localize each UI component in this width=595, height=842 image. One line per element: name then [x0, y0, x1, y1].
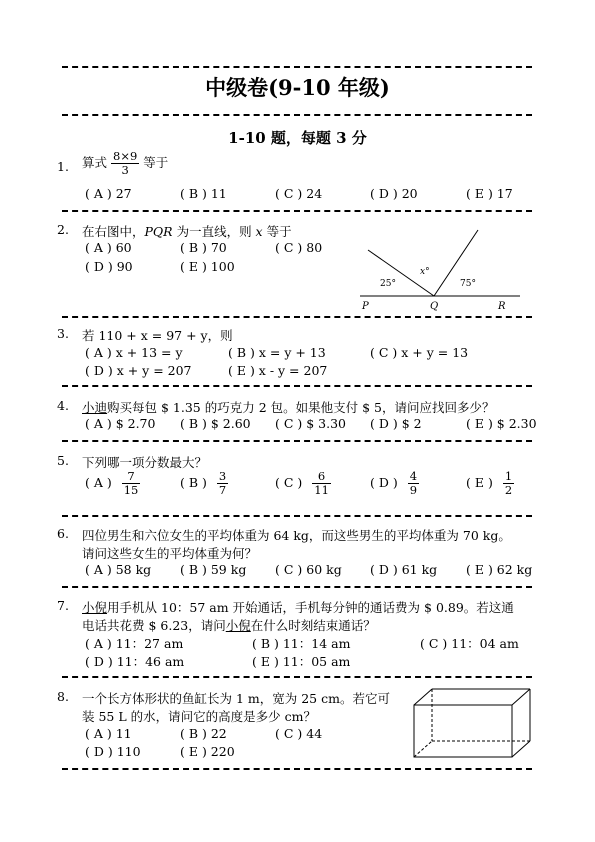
option-fraction [408, 470, 419, 497]
fraction-denominator: 15 [123, 483, 139, 498]
cuboid-edge [512, 741, 530, 757]
option-b[interactable]: ( B ) 11：14 am [252, 636, 351, 651]
stem-variable: x [255, 224, 263, 239]
option-d[interactable]: ( D ) 90 [85, 259, 133, 274]
option-label: ( E ) [466, 475, 493, 491]
fraction-denominator: 9 [409, 483, 418, 498]
option-e[interactable] [466, 470, 514, 497]
option-a[interactable]: ( A ) 27 [85, 186, 132, 201]
cuboid-edge [414, 689, 432, 705]
option-e[interactable]: ( E ) 100 [180, 259, 235, 274]
question-number: 6. [57, 526, 69, 541]
stem-text: 在右图中， [82, 224, 145, 239]
question-stem: 若 110 + x = 97 + y，则 [82, 328, 233, 343]
option-label: ( B ) [180, 475, 207, 491]
option-c[interactable]: ( C ) $ 3.30 [275, 416, 346, 431]
question-number: 8. [57, 689, 69, 704]
option-d[interactable]: ( D ) x + y = 207 [85, 363, 192, 378]
option-b[interactable]: ( B ) 59 kg [180, 562, 247, 577]
cuboid-hidden-edge [414, 741, 432, 757]
option-b[interactable]: ( B ) 11 [180, 186, 227, 201]
divider [62, 676, 532, 678]
option-b[interactable]: ( B ) $ 2.60 [180, 416, 251, 431]
option-fraction [217, 470, 228, 497]
option-d[interactable] [370, 470, 419, 497]
question-number: 4. [57, 398, 69, 413]
stem-text: 在什么时刻结束通话？ [250, 618, 376, 633]
question-stem-line1: 四位男生和六位女生的平均体重为 64 kg，而这些男生的平均体重为 70 kg。 [82, 528, 511, 543]
option-a[interactable]: ( A ) 11：27 am [85, 636, 184, 651]
stem-text: 等于 [143, 155, 169, 171]
option-e[interactable]: ( E ) $ 2.30 [466, 416, 537, 431]
option-d[interactable]: ( D ) 20 [370, 186, 418, 201]
question-number: 7. [57, 598, 69, 613]
stem-text: 为一直线，则 [172, 224, 256, 239]
option-d[interactable]: ( D ) 110 [85, 744, 141, 759]
option-c[interactable]: ( C ) 24 [275, 186, 323, 201]
fraction-numerator: 1 [504, 469, 513, 483]
option-c[interactable]: ( C ) 44 [275, 726, 323, 741]
point-p-label: P [362, 301, 369, 312]
option-b[interactable]: ( B ) x = y + 13 [228, 345, 326, 360]
stem-name: 小倪 [225, 618, 251, 633]
option-fraction [312, 470, 331, 497]
divider [62, 210, 532, 212]
stem-text: 用手机从 10：57 am 开始通话，手机每分钟的通话费为 $ 0.89。若这通 [107, 600, 514, 615]
option-a[interactable] [85, 470, 140, 497]
question-stem [82, 398, 494, 416]
angle-label-mid: x° [420, 267, 430, 277]
question-stem-line1 [82, 598, 514, 616]
question-stem-line2 [82, 616, 376, 634]
divider [62, 586, 532, 588]
divider [62, 515, 532, 517]
option-c[interactable]: ( C ) 80 [275, 240, 323, 255]
option-a[interactable]: ( A ) 58 kg [85, 562, 152, 577]
divider [62, 66, 532, 68]
cuboid-front-face [414, 705, 512, 757]
stem-name: 小倪 [82, 600, 108, 615]
fraction-denominator: 2 [504, 483, 513, 498]
option-fraction [503, 470, 514, 497]
option-c[interactable]: ( C ) x + y = 13 [370, 345, 469, 360]
fish-tank-cuboid [412, 686, 538, 762]
option-b[interactable]: ( B ) 70 [180, 240, 227, 255]
option-label: ( D ) [370, 475, 398, 491]
option-e[interactable]: ( E ) 17 [466, 186, 513, 201]
fraction-numerator: 8×9 [113, 149, 138, 163]
question-4 [57, 398, 537, 418]
stem-name: 小迪 [82, 400, 108, 415]
fraction-denominator: 3 [121, 163, 129, 178]
question-number: 5. [57, 453, 69, 468]
option-b[interactable] [180, 470, 228, 497]
question-3 [57, 326, 537, 346]
option-a[interactable]: ( A ) x + 13 = y [85, 345, 183, 360]
stem-text: 电话共花费 $ 6.23，请问 [82, 618, 226, 633]
question-number: 2. [57, 222, 69, 237]
option-label: ( C ) [275, 475, 303, 491]
point-q-label: Q [430, 301, 439, 312]
question-stem-line1: 一个长方体形状的鱼缸长为 1 m，宽为 25 cm。若它可 [82, 691, 390, 706]
question-stem: 下列哪一项分数最大？ [82, 455, 208, 470]
option-d[interactable]: ( D ) 61 kg [370, 562, 438, 577]
point-r-label: R [498, 301, 506, 312]
stem-text: 算式 [82, 155, 108, 171]
question-stem [82, 222, 292, 240]
option-c[interactable] [275, 470, 331, 497]
question-number: 1. [57, 159, 69, 174]
option-e[interactable]: ( E ) 220 [180, 744, 235, 759]
option-a[interactable]: ( A ) $ 2.70 [85, 416, 156, 431]
angle-label-left: 25° [380, 279, 396, 289]
section-subtitle: 1-10 题，每题 3 分 [228, 129, 367, 147]
divider [62, 114, 532, 116]
question-stem-line2: 装 55 L 的水，请问它的高度是多少 cm？ [82, 709, 316, 724]
angle-label-right: 75° [460, 279, 476, 289]
angle-figure [360, 228, 520, 312]
fraction-denominator: 11 [314, 483, 329, 498]
option-b[interactable]: ( B ) 22 [180, 726, 227, 741]
fraction-denominator: 7 [218, 483, 227, 498]
stem-fraction [111, 150, 139, 177]
option-c[interactable]: ( C ) 60 kg [275, 562, 342, 577]
question-number: 3. [57, 326, 69, 341]
option-e[interactable]: ( E ) x - y = 207 [228, 363, 328, 378]
fraction-numerator: 4 [409, 469, 418, 483]
option-a[interactable]: ( A ) 11 [85, 726, 132, 741]
stem-text: 等于 [262, 224, 292, 239]
option-c[interactable]: ( C ) 11：04 am [420, 636, 519, 651]
option-e[interactable]: ( E ) 11：05 am [252, 654, 351, 669]
fraction-numerator: 6 [312, 470, 331, 484]
page-title: 中级卷(9-10 年级) [205, 75, 390, 100]
option-e[interactable]: ( E ) 62 kg [466, 562, 533, 577]
stem-variable: PQR [144, 224, 173, 239]
question-7 [57, 598, 537, 638]
question-stem-line2: 请问这些女生的平均体重为何？ [82, 546, 258, 561]
option-d[interactable]: ( D ) 11：46 am [85, 654, 185, 669]
question-stem [82, 150, 168, 177]
divider [62, 440, 532, 442]
divider [62, 768, 532, 770]
option-a[interactable]: ( A ) 60 [85, 240, 132, 255]
fraction-numerator: 3 [218, 469, 227, 483]
fraction-numerator: 7 [122, 470, 141, 484]
option-label: ( A ) [85, 475, 112, 491]
option-d[interactable]: ( D ) $ 2 [370, 416, 422, 431]
question-6 [57, 526, 537, 566]
cuboid-edge [512, 689, 530, 705]
divider [62, 316, 532, 318]
stem-text: 购买每包 $ 1.35 的巧克力 2 包。如果他支付 $ 5，请问应找回多少？ [107, 400, 495, 415]
option-fraction [122, 470, 141, 497]
question-1 [57, 150, 537, 190]
divider [62, 385, 532, 387]
